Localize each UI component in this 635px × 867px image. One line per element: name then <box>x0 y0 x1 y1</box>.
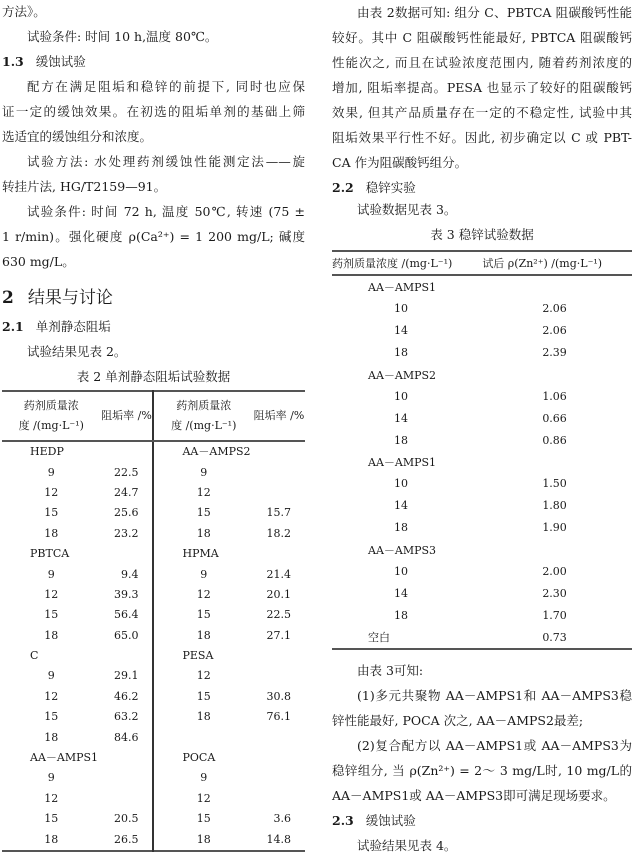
header-inhibition-rate: 阻垢率 /% <box>253 391 305 441</box>
paragraph-line: 较好。其中 C 阻碳酸钙性能最好, PBTCA 阻碳酸钙 <box>332 30 632 45</box>
zinc-value-cell: 1.50 <box>542 477 567 491</box>
concentration-cell: 18 <box>44 832 59 846</box>
zinc-value-cell <box>482 539 632 561</box>
table-row <box>332 451 632 473</box>
paragraph-line: (1)多元共聚物 AA－AMPS1和 AA－AMPS3稳 <box>357 688 632 704</box>
inhibition-rate-cell: 15.7 <box>266 506 291 520</box>
table-row <box>2 585 305 605</box>
concentration-cell: 10 <box>394 389 408 403</box>
zinc-value-cell: 1.70 <box>542 608 567 622</box>
concentration-cell: 18 <box>196 526 211 540</box>
concentration-cell: 12 <box>44 689 59 703</box>
empty-cell <box>253 441 305 462</box>
inhibition-rate-cell <box>101 768 154 788</box>
table-row <box>332 495 632 517</box>
concentration-cell: 14 <box>394 586 408 600</box>
table-row <box>332 407 632 429</box>
table-row <box>332 298 632 320</box>
inhibition-rate-cell: 26.5 <box>101 829 154 850</box>
paragraph-line: 选适宜的缓蚀组分和浓度。 <box>2 129 153 144</box>
zinc-value-cell: 2.06 <box>542 324 567 338</box>
paragraph-line: 试验结果见表 2。 <box>27 344 127 359</box>
concentration-cell: 18 <box>196 832 211 846</box>
group-name: AA－AMPS1 <box>368 456 437 470</box>
inhibition-rate-cell: 29.1 <box>101 666 154 686</box>
inhibition-rate-cell <box>101 789 154 809</box>
group-name: AA－AMPS2 <box>368 368 437 382</box>
paragraph-line: 试验数据见表 3。 <box>357 202 457 217</box>
concentration-cell: 18 <box>44 628 59 642</box>
empty-cell <box>101 748 154 768</box>
paragraph-line: 效果, 但其产品质量存在一定的不稳定性, 试验中其 <box>332 105 632 120</box>
header-concentration: 药剂质量浓 度 /(mg·L⁻¹) <box>2 391 101 441</box>
inhibition-rate-cell: 30.8 <box>266 689 291 703</box>
concentration-cell: 9 <box>47 465 55 479</box>
zinc-value-cell: 1.90 <box>542 521 567 535</box>
paragraph-line: 试验方法: 水处理药剂缓蚀性能测定法——旋 <box>27 154 305 169</box>
group-name: AA－AMPS1 <box>30 751 99 765</box>
section-heading-2-2 <box>332 175 632 200</box>
table-row <box>2 462 305 482</box>
inhibition-rate-cell: 46.2 <box>101 687 154 707</box>
zinc-value-cell: 2.00 <box>542 565 567 579</box>
group-name: POCA <box>182 751 216 765</box>
table-row <box>332 342 632 364</box>
zinc-value-cell <box>482 364 632 386</box>
table-row <box>2 544 305 564</box>
zinc-value-cell: 2.30 <box>542 586 567 600</box>
paragraph-line: 由表 3可知: <box>357 663 424 679</box>
table-2-caption: 表 2 单剂静态阻垢试验数据 <box>76 369 231 384</box>
section-title: 单剂静态阻垢 <box>35 319 111 334</box>
table-row <box>332 626 632 649</box>
concentration-cell: 15 <box>196 506 211 520</box>
group-name: PESA <box>182 649 214 663</box>
inhibition-rate-cell: 27.1 <box>266 628 291 642</box>
table-row <box>2 687 305 707</box>
inhibition-rate-cell: 25.6 <box>101 503 154 523</box>
inhibition-rate-cell <box>253 462 305 482</box>
zinc-value-cell: 2.39 <box>542 346 567 360</box>
concentration-cell: 12 <box>44 791 59 805</box>
concentration-cell: 15 <box>44 608 59 622</box>
inhibition-rate-cell: 20.1 <box>266 587 291 601</box>
concentration-cell: 9 <box>47 771 55 785</box>
group-name: HEDP <box>30 445 64 459</box>
paragraph-line: 增加, 阻垢率提高。PESA 也显示了较好的阻碳酸钙 <box>332 80 632 95</box>
table-row <box>2 646 305 666</box>
table-row <box>2 524 305 544</box>
paragraph-line: 方法》。 <box>2 4 46 19</box>
empty-cell <box>101 441 154 462</box>
inhibition-rate-cell: 9.4 <box>101 564 154 584</box>
paragraph-line: 锌性能最好, POCA 次之, AA－AMPS2最差; <box>332 713 584 729</box>
paragraph-line: 配方在满足阻垢和稳锌的前提下, 同时也应保 <box>27 79 305 94</box>
section-number: 2.2 <box>332 180 354 195</box>
section-title: 稳锌实验 <box>365 180 416 195</box>
empty-cell <box>253 646 305 666</box>
inhibition-rate-cell: 23.2 <box>101 524 154 544</box>
zinc-value-cell <box>482 451 632 473</box>
concentration-cell: 12 <box>44 485 59 499</box>
zinc-value-cell: 1.06 <box>542 389 567 403</box>
table-row <box>332 320 632 342</box>
empty-cell <box>101 646 154 666</box>
empty-cell <box>253 544 305 564</box>
concentration-cell: 15 <box>44 506 59 520</box>
section-number: 2.3 <box>332 813 354 829</box>
zinc-value-cell: 0.66 <box>542 411 567 425</box>
concentration-cell: 14 <box>394 324 408 338</box>
inhibition-rate-cell: 14.8 <box>266 832 291 846</box>
inhibition-rate-cell: 39.3 <box>101 585 154 605</box>
table-row <box>332 561 632 583</box>
paragraph-line: 阻垢效果平行性不好。因此, 初步确定以 C 或 PBT- <box>332 130 632 145</box>
section-heading-2 <box>2 274 305 314</box>
concentration-cell: 15 <box>44 710 59 724</box>
concentration-cell: 18 <box>394 346 408 360</box>
inhibition-rate-cell: 84.6 <box>101 727 154 747</box>
concentration-cell: 10 <box>394 565 408 579</box>
table-row <box>332 604 632 626</box>
empty-cell <box>101 544 154 564</box>
section-number: 2.1 <box>2 319 24 334</box>
empty-cell <box>253 748 305 768</box>
paragraph-line: 证一定的缓蚀效果。在初选的阻垢单剂的基础上筛 <box>2 104 305 119</box>
inhibition-rate-cell: 65.0 <box>101 626 154 646</box>
concentration-cell: 15 <box>196 812 211 826</box>
table-row <box>2 564 305 584</box>
concentration-cell: 15 <box>196 608 211 622</box>
table-row <box>2 626 305 646</box>
table-row <box>2 483 305 503</box>
inhibition-rate-cell: 22.5 <box>266 608 291 622</box>
table-row <box>332 385 632 407</box>
concentration-cell: 9 <box>200 465 208 479</box>
header-concentration: 药剂质量浓度 /(mg·L⁻¹) <box>332 251 482 275</box>
section-number: 1.3 <box>2 54 24 69</box>
concentration-cell: 15 <box>44 812 59 826</box>
paragraph-line: 性能次之, 而且在试验浓度范围内, 随着药剂浓度的 <box>332 55 632 70</box>
paragraph-line: 转挂片法, HG/T2159—91。 <box>2 179 167 194</box>
concentration-cell: 12 <box>196 485 211 499</box>
concentration-cell: 18 <box>196 628 211 642</box>
concentration-cell: 18 <box>394 433 408 447</box>
zinc-value-cell: 2.06 <box>542 302 567 316</box>
table-row <box>2 441 305 462</box>
inhibition-rate-cell <box>253 727 305 747</box>
table-3 <box>332 250 632 650</box>
table-row <box>2 727 305 747</box>
paragraph-line: 1 r/min)。强化硬度 ρ(Ca²⁺) = 1 200 mg/L; 碱度 <box>2 229 305 244</box>
table-row <box>2 748 305 768</box>
inhibition-rate-cell: 76.1 <box>266 710 291 724</box>
concentration-cell: 12 <box>44 587 59 601</box>
table-row <box>2 707 305 727</box>
table-3-caption: 表 3 稳锌试验数据 <box>430 227 534 242</box>
table-row <box>332 429 632 451</box>
group-name: 空白 <box>368 631 390 645</box>
zinc-value-cell <box>482 275 632 298</box>
concentration-cell <box>153 727 253 747</box>
inhibition-rate-cell: 21.4 <box>266 567 291 581</box>
inhibition-rate-cell: 18.2 <box>266 526 291 540</box>
table-row <box>2 829 305 850</box>
table-row <box>2 768 305 788</box>
inhibition-rate-cell: 3.6 <box>273 812 291 826</box>
table-row <box>332 517 632 539</box>
zinc-value-cell: 0.86 <box>542 433 567 447</box>
concentration-cell: 18 <box>394 608 408 622</box>
inhibition-rate-cell: 22.5 <box>101 462 154 482</box>
header-concentration: 药剂质量浓 度 /(mg·L⁻¹) <box>153 391 253 441</box>
table-row <box>332 364 632 386</box>
left-column <box>2 0 305 852</box>
concentration-cell: 14 <box>394 499 408 513</box>
section-title: 缓蚀试验 <box>35 54 86 69</box>
section-number: 2 <box>2 288 14 308</box>
table-row <box>332 539 632 561</box>
section-title: 缓蚀试验 <box>365 813 416 829</box>
paragraph-line: 由表 2数据可知: 组分 C、PBTCA 阻碳酸钙性能 <box>357 5 632 20</box>
right-column <box>332 0 632 858</box>
zinc-value-cell: 1.80 <box>542 499 567 513</box>
section-heading-2-3 <box>332 808 632 833</box>
table-row <box>2 809 305 829</box>
group-name: AA－AMPS1 <box>368 280 437 294</box>
paragraph-line: 630 mg/L。 <box>2 254 75 269</box>
inhibition-rate-cell: 63.2 <box>101 707 154 727</box>
concentration-cell: 18 <box>44 730 59 744</box>
table-row <box>332 473 632 495</box>
inhibition-rate-cell: 24.7 <box>101 483 154 503</box>
section-heading-1-3 <box>2 49 305 74</box>
concentration-cell: 10 <box>394 302 408 316</box>
concentration-cell: 9 <box>200 567 208 581</box>
paragraph-line: AA－AMPS1或 AA－AMPS3即可满足现场要求。 <box>332 788 616 804</box>
paragraph-line: 试验条件: 时间 72 h, 温度 50℃, 转速 (75 ± <box>27 204 305 219</box>
inhibition-rate-cell <box>253 789 305 809</box>
group-name: AA－AMPS3 <box>368 543 437 557</box>
group-name: AA－AMPS2 <box>182 445 251 459</box>
table-row <box>2 666 305 686</box>
concentration-cell: 12 <box>196 669 211 683</box>
paragraph-line: CA 作为阻碳酸钙组分。 <box>332 155 468 170</box>
table-2 <box>2 390 305 852</box>
concentration-cell: 18 <box>196 710 211 724</box>
paragraph-line: (2)复合配方以 AA－AMPS1或 AA－AMPS3为 <box>357 738 632 754</box>
section-title: 结果与讨论 <box>27 288 113 308</box>
paragraph-line: 稳锌组分, 当 ρ(Zn²⁺) = 2～ 3 mg/L时, 10 mg/L的 <box>332 763 632 779</box>
table-row <box>2 789 305 809</box>
concentration-cell: 10 <box>394 477 408 491</box>
header-zinc-after-test: 试后 ρ(Zn²⁺) /(mg·L⁻¹) <box>482 251 632 275</box>
group-name: HPMA <box>182 547 219 561</box>
inhibition-rate-cell: 20.5 <box>101 809 154 829</box>
concentration-cell: 12 <box>196 587 211 601</box>
concentration-cell: 9 <box>47 669 55 683</box>
zinc-value-cell: 0.73 <box>542 630 567 644</box>
inhibition-rate-cell <box>253 483 305 503</box>
concentration-cell: 18 <box>394 521 408 535</box>
paragraph-line: 试验结果见表 4。 <box>357 838 457 854</box>
paragraph-line: 试验条件: 时间 10 h,温度 80℃。 <box>27 29 218 44</box>
concentration-cell: 9 <box>47 567 55 581</box>
concentration-cell: 15 <box>196 689 211 703</box>
concentration-cell: 12 <box>196 791 211 805</box>
concentration-cell: 14 <box>394 411 408 425</box>
table-row <box>2 503 305 523</box>
section-heading-2-1 <box>2 314 305 339</box>
concentration-cell: 18 <box>44 526 59 540</box>
table-row <box>332 582 632 604</box>
header-inhibition-rate: 阻垢率 /% <box>101 391 154 441</box>
table-row <box>2 605 305 625</box>
inhibition-rate-cell: 56.4 <box>101 605 154 625</box>
inhibition-rate-cell <box>253 768 305 788</box>
inhibition-rate-cell <box>253 666 305 686</box>
table-row <box>332 275 632 298</box>
group-name: C <box>30 649 39 663</box>
concentration-cell: 9 <box>200 771 208 785</box>
group-name: PBTCA <box>30 547 70 561</box>
